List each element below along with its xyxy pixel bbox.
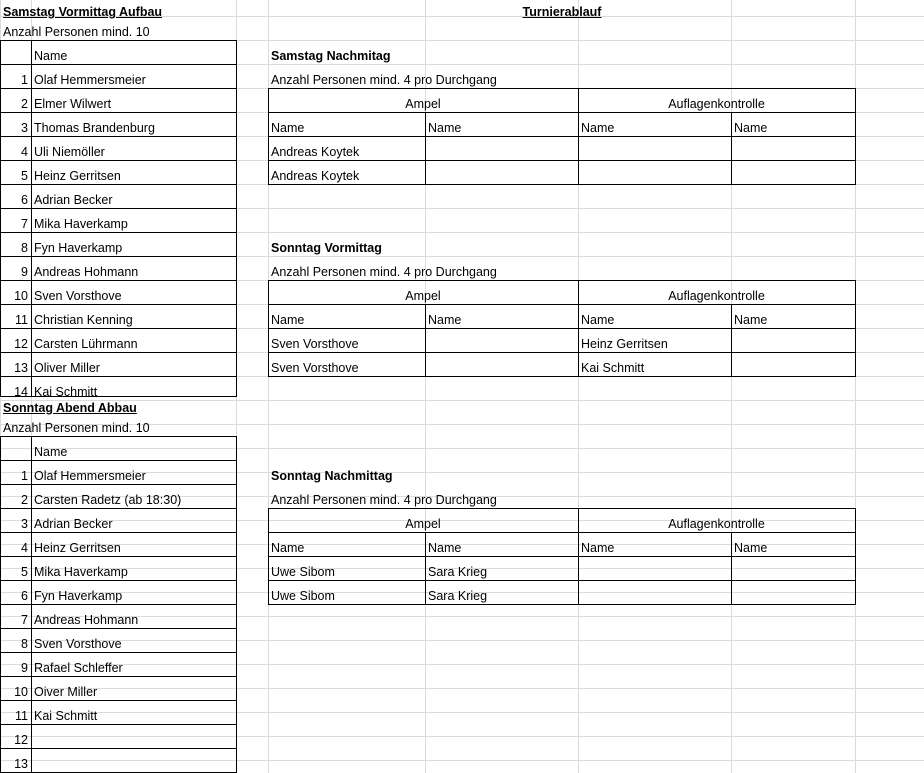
row-number: 2 xyxy=(21,97,28,111)
row-number: 10 xyxy=(14,289,28,303)
row-number: 10 xyxy=(14,685,28,699)
row-divider xyxy=(0,64,237,65)
row-number: 7 xyxy=(21,613,28,627)
row-number: 12 xyxy=(14,733,28,747)
cell-name: Sven Vorsthove xyxy=(271,361,359,375)
group-header-auflagenkontrolle: Auflagenkontrolle xyxy=(668,289,765,303)
row-divider xyxy=(0,652,237,653)
row-number: 8 xyxy=(21,637,28,651)
row-divider xyxy=(0,484,237,485)
group-header-ampel: Ampel xyxy=(405,517,441,531)
group-header-ampel: Ampel xyxy=(405,289,441,303)
row-number: 9 xyxy=(21,661,28,675)
person-name: Heinz Gerritsen xyxy=(34,169,121,183)
row-divider xyxy=(0,532,237,533)
column-header: Name xyxy=(428,313,462,327)
person-name: Andreas Hohmann xyxy=(34,265,139,279)
cell-name: Uwe Sibom xyxy=(271,589,335,603)
cell-name: Sara Krieg xyxy=(428,589,488,603)
teardown-name-header: Name xyxy=(34,445,68,459)
section-min-persons: Anzahl Personen mind. 4 pro Durchgang xyxy=(271,73,497,87)
setup-title: Samstag Vormittag Aufbau xyxy=(3,5,163,19)
row-divider xyxy=(0,184,237,185)
row-divider xyxy=(0,304,237,305)
person-name: Kai Schmitt xyxy=(34,709,98,723)
column-header: Name xyxy=(428,541,462,555)
row-number: 8 xyxy=(21,241,28,255)
section-title: Sonntag Vormittag xyxy=(271,241,382,255)
row-divider xyxy=(0,580,237,581)
setup-min-persons: Anzahl Personen mind. 10 xyxy=(3,25,150,39)
column-header: Name xyxy=(734,121,768,135)
row-divider xyxy=(0,376,237,377)
row-number: 12 xyxy=(14,337,28,351)
row-number: 6 xyxy=(21,193,28,207)
row-divider xyxy=(0,460,237,461)
person-name: Olaf Hemmersmeier xyxy=(34,73,146,87)
row-number: 4 xyxy=(21,541,28,555)
column-header: Name xyxy=(581,313,615,327)
cell-name: Kai Schmitt xyxy=(581,361,645,375)
row-divider xyxy=(0,352,237,353)
row-number: 14 xyxy=(14,385,28,399)
row-number: 11 xyxy=(15,313,28,327)
row-divider xyxy=(0,676,237,677)
group-header-ampel: Ampel xyxy=(405,97,441,111)
row-divider xyxy=(0,556,237,557)
row-divider xyxy=(0,112,237,113)
row-divider xyxy=(0,724,237,725)
row-number: 9 xyxy=(21,265,28,279)
person-name: Elmer Wilwert xyxy=(34,97,112,111)
column-header: Name xyxy=(581,541,615,555)
column-header: Name xyxy=(581,121,615,135)
group-header-auflagenkontrolle: Auflagenkontrolle xyxy=(668,517,765,531)
column-header: Name xyxy=(734,541,768,555)
row-number: 3 xyxy=(21,121,28,135)
person-name: Mika Haverkamp xyxy=(34,217,128,231)
person-name: Fyn Haverkamp xyxy=(34,241,123,255)
row-number: 7 xyxy=(21,217,28,231)
cell-name: Andreas Koytek xyxy=(271,169,360,183)
row-divider xyxy=(0,700,237,701)
cell-name: Sara Krieg xyxy=(428,565,488,579)
cell-name: Uwe Sibom xyxy=(271,565,335,579)
row-number: 4 xyxy=(21,145,28,159)
group-header-auflagenkontrolle: Auflagenkontrolle xyxy=(668,97,765,111)
person-name: Oliver Miller xyxy=(34,361,100,375)
row-number: 5 xyxy=(21,565,28,579)
row-divider xyxy=(0,508,237,509)
person-name: Christian Kenning xyxy=(34,313,133,327)
row-divider xyxy=(0,628,237,629)
row-divider xyxy=(0,232,237,233)
person-name: Oiver Miller xyxy=(34,685,98,699)
row-divider xyxy=(0,88,237,89)
cell-name: Sven Vorsthove xyxy=(271,337,359,351)
column-header: Name xyxy=(271,541,305,555)
row-number: 1 xyxy=(21,73,28,87)
section-title: Samstag Nachmitag xyxy=(271,49,391,63)
person-name: Rafael Schleffer xyxy=(34,661,123,675)
person-name: Mika Haverkamp xyxy=(34,565,128,579)
column-header: Name xyxy=(428,121,462,135)
row-divider xyxy=(0,748,237,749)
person-name: Carsten Radetz (ab 18:30) xyxy=(34,493,182,507)
person-name: Heinz Gerritsen xyxy=(34,541,121,555)
section-min-persons: Anzahl Personen mind. 4 pro Durchgang xyxy=(271,265,497,279)
row-number: 5 xyxy=(21,169,28,183)
person-name: Thomas Brandenburg xyxy=(34,121,155,135)
row-divider xyxy=(0,208,237,209)
person-name: Olaf Hemmersmeier xyxy=(34,469,146,483)
row-number: 3 xyxy=(21,517,28,531)
section-min-persons: Anzahl Personen mind. 4 pro Durchgang xyxy=(271,493,497,507)
cell-name: Andreas Koytek xyxy=(271,145,360,159)
person-name: Carsten Lührmann xyxy=(34,337,138,351)
person-name: Kai Schmitt xyxy=(34,385,98,399)
column-header: Name xyxy=(271,121,305,135)
row-divider xyxy=(0,136,237,137)
row-divider xyxy=(0,160,237,161)
person-name: Uli Niemöller xyxy=(34,145,105,159)
person-name: Adrian Becker xyxy=(34,517,113,531)
row-number: 1 xyxy=(21,469,28,483)
column-header: Name xyxy=(734,313,768,327)
row-number: 6 xyxy=(21,589,28,603)
row-number: 2 xyxy=(21,493,28,507)
row-divider xyxy=(0,328,237,329)
person-name: Adrian Becker xyxy=(34,193,113,207)
section-title: Sonntag Nachmittag xyxy=(271,469,393,483)
setup-name-header: Name xyxy=(34,49,68,63)
row-divider xyxy=(0,604,237,605)
teardown-title: Sonntag Abend Abbau xyxy=(3,401,137,415)
person-name: Fyn Haverkamp xyxy=(34,589,123,603)
person-name: Andreas Hohmann xyxy=(34,613,139,627)
column-header: Name xyxy=(271,313,305,327)
row-number: 13 xyxy=(14,757,28,771)
row-number: 11 xyxy=(15,709,28,723)
teardown-min-persons: Anzahl Personen mind. 10 xyxy=(3,421,150,435)
person-name: Sven Vorsthove xyxy=(34,637,122,651)
row-number: 13 xyxy=(14,361,28,375)
person-name: Sven Vorsthove xyxy=(34,289,122,303)
row-divider xyxy=(0,256,237,257)
tournament-title: Turnierablauf xyxy=(522,5,602,19)
row-divider xyxy=(0,280,237,281)
cell-name: Heinz Gerritsen xyxy=(581,337,668,351)
